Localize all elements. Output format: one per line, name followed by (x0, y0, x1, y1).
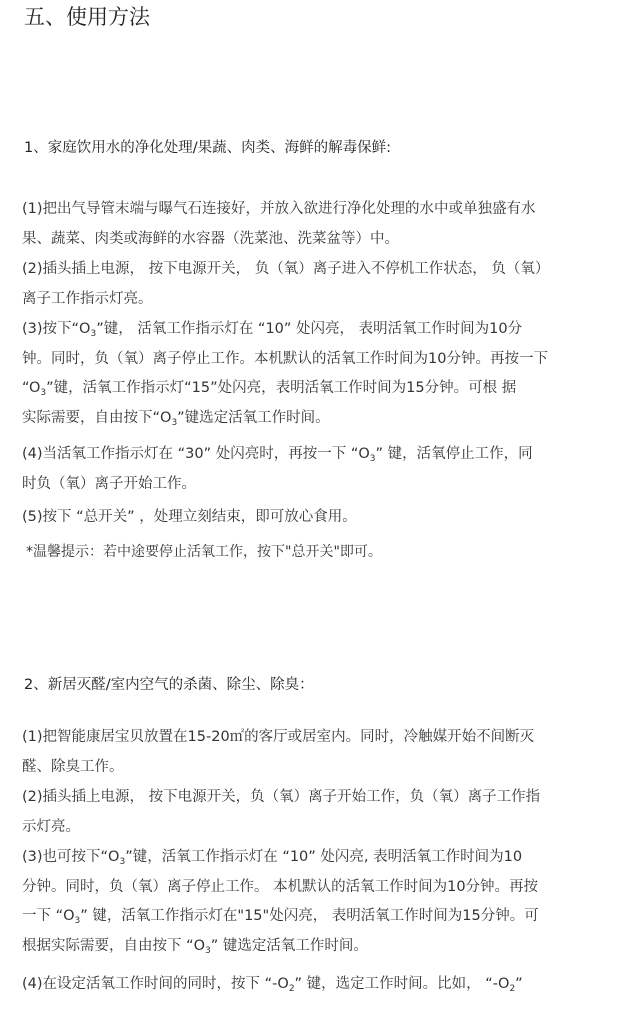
section1-step4-line1: (4)当活氧工作指示灯在 “30” 处闪亮时，再按一下 “$O_3$” 键，活氧停止工作，同 (22, 446, 533, 464)
section2-step4-line1: (4)在设定活氧工作时间的同时，按下 “$-O_2$” 键，选定工作时间。比如， “$-O_2$” (22, 976, 523, 994)
section2-step3 (22, 843, 612, 962)
section1-step1 (22, 195, 612, 254)
section2-step1 (22, 723, 612, 782)
section1-step3 (22, 315, 612, 434)
section2-step1-line2: 醛、除臭工作。 (22, 758, 124, 775)
section2-step2-line1: (2)插头插上电源， 按下电源开关，负（氧）离子开始工作，负（氧）离子工作指 (22, 789, 541, 805)
section2-step3-line4: 根据实际需要，自由按下 “$O_3$” 键选定活氧工作时间。 (22, 938, 368, 957)
section2-step2-line2: 示灯亮。 (22, 818, 80, 835)
section1-step2-line1: (2)插头插上电源， 按下电源开关， 负（氧）离子进入不停机工作状态， 负（氧） (22, 261, 550, 277)
page-title: 五、使用方法 (24, 5, 150, 29)
section1-step3-line1: (3)按下“$O_3$”键， 活氧工作指示灯在 “10” 处闪亮， 表明活氧工作时间为10分 (22, 321, 523, 339)
section1-step4-line2: 时负（氧）离子开始工作。 (22, 475, 196, 492)
section2-step3-line1: (3)也可按下“$O_3$”键，活氧工作指示灯在 “10” 处闪亮, 表明活氧工作时间为10 (22, 849, 523, 867)
section2-step3-line3: 一下 “$O_3$” 键，活氧工作指示灯在"15"处闪亮， 表明活氧工作时间为15分钟。可 (22, 908, 539, 927)
section1-step3-line2: 钟。同时，负（氧）离子停止工作。本机默认的活氧工作时间为10分钟。再按一下 (22, 350, 548, 367)
section2-step4 (22, 970, 612, 1000)
section1-step4 (22, 440, 612, 499)
section1-tip: *温馨提示：若中途要停止活氧工作，按下"总开关"即可。 (26, 544, 382, 560)
section1-step1-line1: (1)把出气导管末端与曝气石连接好，并放入欲进行净化处理的水中或单独盛有水 (22, 201, 536, 217)
section1-step3-line3: “$O_3$”键，活氧工作指示灯“15”处闪亮，表明活氧工作时间为15分钟。可根 据 (22, 380, 517, 399)
section1-step2 (22, 255, 612, 314)
section1-step1-line2: 果、蔬菜、肉类或海鲜的水容器（洗菜池、洗菜盆等）中。 (22, 230, 399, 247)
section1-step3-line4: 实际需要，自由按下“$O_3$”键选定活氧工作时间。 (22, 410, 330, 429)
section1-step2-line2: 离子工作指示灯亮。 (22, 290, 153, 307)
section2-step2 (22, 783, 612, 842)
section1-heading: 1、家庭饮用水的净化处理/果蔬、肉类、海鲜的解毒保鲜: (24, 140, 391, 156)
section2-heading: 2、新居灭醛/室内空气的杀菌、除尘、除臭： (24, 677, 314, 693)
section2-step1-line1: (1)把智能康居宝贝放置在15-20㎡的客厅或居室内。同时，冷触媒开始不间断灭 (22, 729, 535, 745)
section1-step5-line1: (5)按下 “总开关” ，处理立刻结束，即可放心食用。 (22, 509, 357, 525)
section1-step5 (22, 503, 612, 533)
section2-step3-line2: 分钟。同时，负（氧）离子停止工作。 本机默认的活氧工作时间为10分钟。再按 (22, 878, 539, 895)
